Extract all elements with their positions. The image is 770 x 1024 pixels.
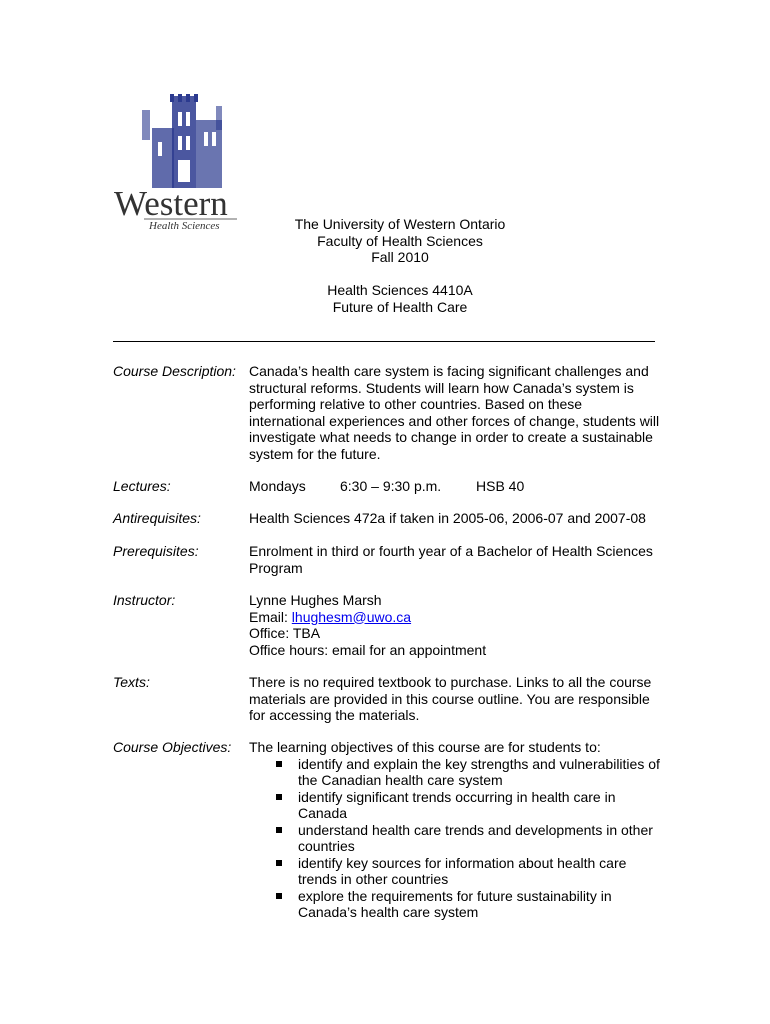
instructor-name: Lynne Hughes Marsh bbox=[249, 592, 382, 608]
western-logo bbox=[112, 92, 242, 232]
text-line: Enrolment in third or fourth year of a Bachelor of Health Sciences bbox=[249, 543, 653, 559]
text-line: identify key sources for information about health care bbox=[298, 854, 627, 871]
text-line: materials are provided in this course outline. You are responsible bbox=[249, 690, 650, 707]
text-line: performing relative to other countries. Based on these bbox=[249, 396, 583, 412]
course-title: Future of Health Care bbox=[332, 298, 468, 315]
instructor-email-line bbox=[249, 609, 661, 626]
term: Fall 2010 bbox=[371, 249, 429, 265]
list-item bbox=[249, 888, 661, 921]
list-item bbox=[249, 822, 661, 855]
lecture-room: HSB 40 bbox=[476, 478, 525, 494]
instructor-office: Office: TBA bbox=[249, 625, 321, 641]
email-link[interactable]: lhughesm@uwo.ca bbox=[291, 608, 412, 625]
logo-subtitle: Health Sciences bbox=[149, 220, 220, 232]
lecture-time: 6:30 – 9:30 p.m. bbox=[340, 478, 442, 494]
texts-label: Texts: bbox=[113, 674, 150, 690]
objectives-intro: The learning objectives of this course are for students to: bbox=[249, 739, 601, 755]
text-line: trends in other countries bbox=[298, 871, 449, 887]
text-line: identify and explain the key strengths and vulnerabilities of bbox=[298, 755, 660, 772]
text-line: Program bbox=[249, 559, 303, 576]
text-line: Canada’s health care system bbox=[298, 904, 479, 920]
instructor-office-hours: Office hours: email for an appointment bbox=[249, 641, 487, 658]
document-header bbox=[270, 216, 530, 315]
course-objectives-label: Course Objectives: bbox=[113, 739, 232, 755]
text-line: explore the requirements for future sustainability in bbox=[298, 887, 612, 904]
course-code: Health Sciences 4410A bbox=[327, 282, 473, 298]
bullet-icon bbox=[276, 794, 282, 800]
text-line: Canada bbox=[298, 805, 348, 821]
email-prefix: Email: bbox=[249, 608, 292, 625]
list-item bbox=[249, 855, 661, 888]
text-line: system for the future. bbox=[249, 445, 381, 462]
faculty-name: Faculty of Health Sciences bbox=[317, 232, 483, 249]
university-name: The University of Western Ontario bbox=[294, 216, 506, 232]
bullet-icon bbox=[276, 893, 282, 899]
divider bbox=[113, 341, 655, 342]
objectives-list bbox=[249, 756, 661, 921]
bullet-icon bbox=[276, 860, 282, 866]
text-line: countries bbox=[298, 838, 355, 854]
course-description-text bbox=[249, 363, 661, 462]
text-line: Canada’s health care system is facing significant challenges and bbox=[249, 363, 649, 379]
text-line: investigate what needs to change in order to create a sustainable bbox=[249, 429, 653, 445]
antirequisites-label: Antirequisites: bbox=[113, 510, 201, 526]
list-item bbox=[249, 789, 661, 822]
list-item bbox=[249, 756, 661, 789]
text-line: There is no required textbook to purchase. Links to all the course bbox=[249, 674, 652, 690]
prerequisites-label: Prerequisites: bbox=[113, 543, 199, 559]
text-line: for accessing the materials. bbox=[249, 707, 420, 723]
bullet-icon bbox=[276, 827, 282, 833]
logo-wordmark: Western bbox=[114, 184, 228, 223]
lecture-day: Mondays bbox=[249, 478, 306, 494]
text-line: international experiences and other forces of change, students will bbox=[249, 412, 660, 429]
text-line: understand health care trends and developments in other bbox=[298, 821, 653, 838]
text-line: identify significant trends occurring in health care in bbox=[298, 788, 616, 805]
course-description-label: Course Description: bbox=[113, 363, 236, 379]
antirequisites-text: Health Sciences 472a if taken in 2005-06, 2006-07 and 2007-08 bbox=[249, 510, 646, 526]
text-line: the Canadian health care system bbox=[298, 772, 503, 788]
text-line: structural reforms. Students will learn how Canada’s system is bbox=[249, 379, 634, 396]
bullet-icon bbox=[276, 761, 282, 767]
instructor-label: Instructor: bbox=[113, 592, 176, 608]
lectures-label: Lectures: bbox=[113, 478, 171, 494]
